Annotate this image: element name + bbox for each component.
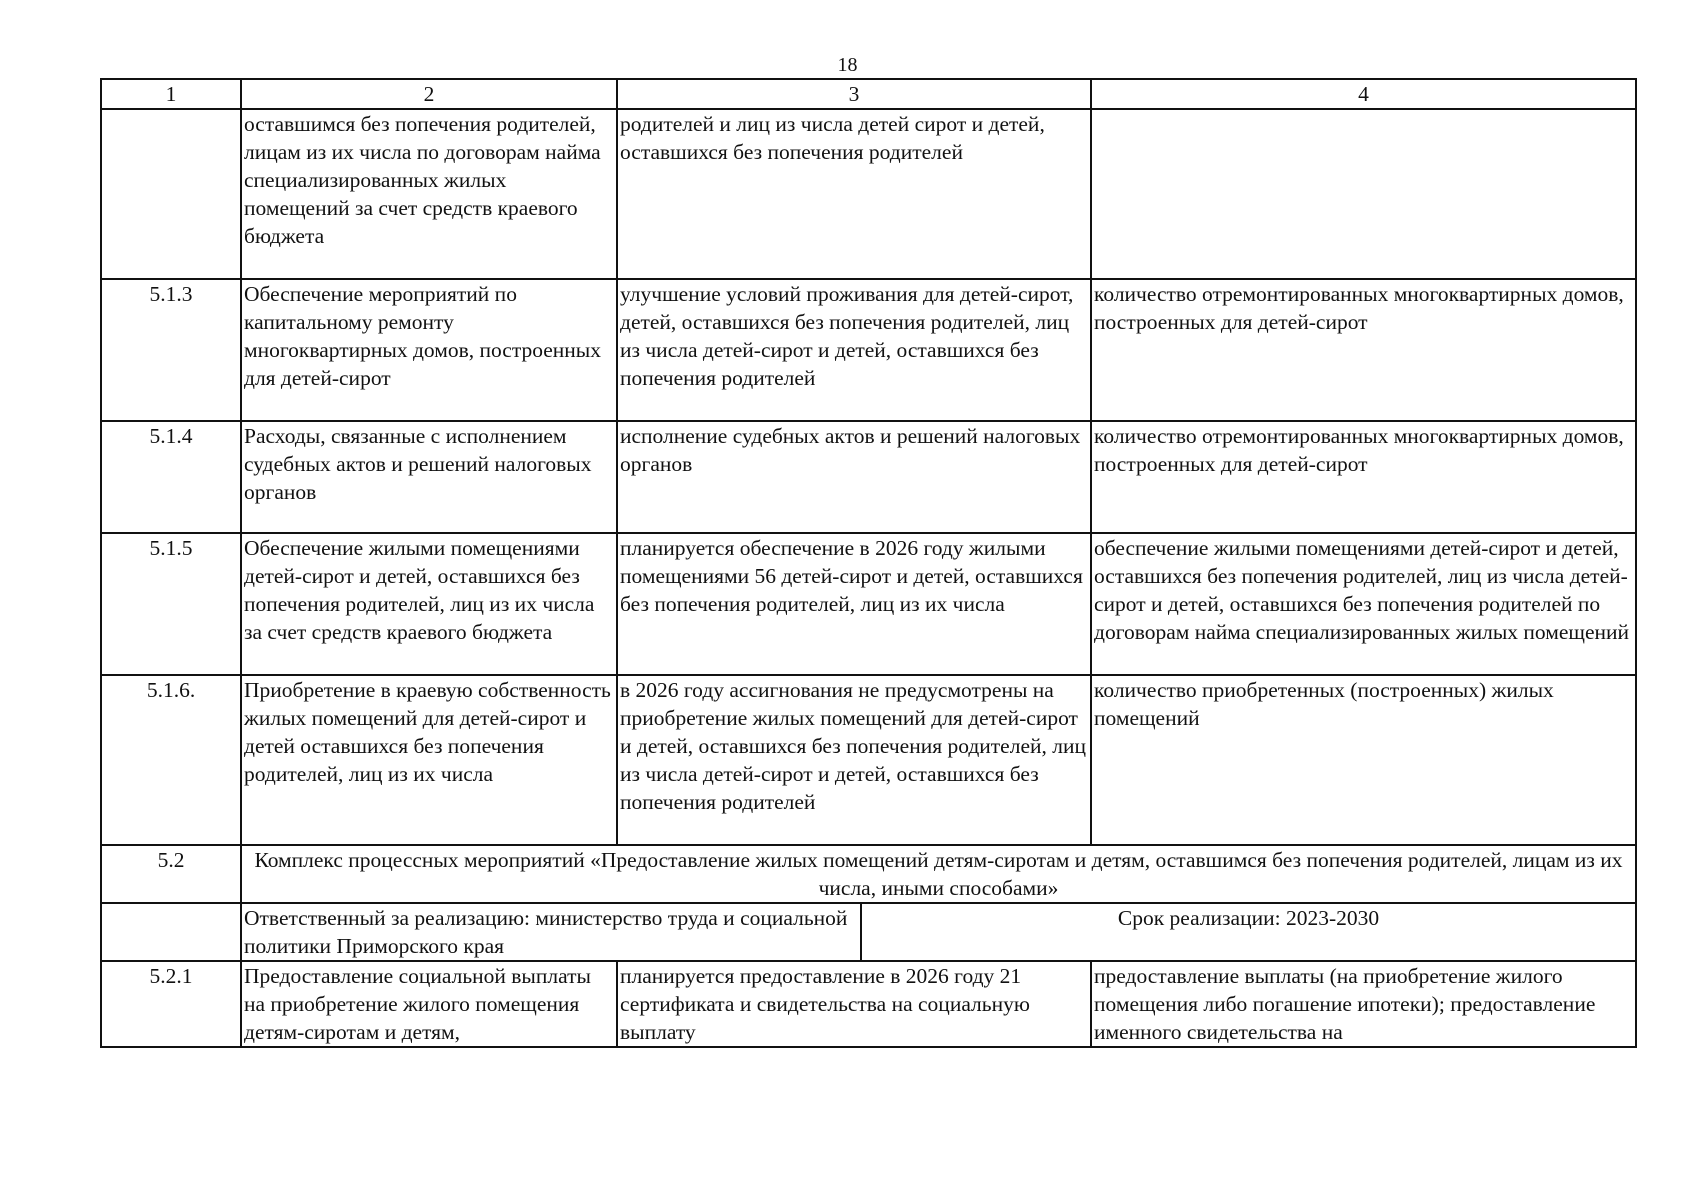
table-row	[101, 109, 1636, 279]
measure-result: родителей и лиц из числа детей сирот и детей, оставшихся без попечения родителей	[617, 109, 1091, 279]
row-number: 5.1.5	[101, 533, 241, 675]
header-col-3: 3	[617, 79, 1091, 109]
row-number: 5.2.1	[101, 961, 241, 1047]
measure-name: оставшимся без попечения родителей, лицам из их числа по договорам найма специализированных жилых помещений за счет средств краевого бюджета	[241, 109, 617, 279]
measure-name: Предоставление социальной выплаты на приобретение жилого помещения детям-сиротам и детям,	[241, 961, 617, 1047]
measure-indicator: количество приобретенных (построенных) жилых помещений	[1091, 675, 1636, 845]
responsible-row	[101, 903, 1636, 961]
responsible-empty-cell	[101, 903, 241, 961]
header-col-1: 1	[101, 79, 241, 109]
measure-indicator: количество отремонтированных многоквартирных домов, построенных для детей-сирот	[1091, 279, 1636, 421]
measure-indicator	[1091, 109, 1636, 279]
header-col-4: 4	[1091, 79, 1636, 109]
table-row	[101, 279, 1636, 421]
measure-indicator: обеспечение жилыми помещениями детей-сирот и детей, оставшихся без попечения родителей, лиц из числа детей-сирот и детей, оставшихся без попечения родителей по договорам найма специализированных жилых помещений	[1091, 533, 1636, 675]
measures-table	[100, 78, 1637, 1048]
measure-indicator: количество отремонтированных многоквартирных домов, построенных для детей-сирот	[1091, 421, 1636, 533]
measure-result: планируется обеспечение в 2026 году жилыми помещениями 56 детей-сирот и детей, оставшихся без попечения родителей, лиц из их числа	[617, 533, 1091, 675]
measure-name: Расходы, связанные с исполнением судебных актов и решений налоговых органов	[241, 421, 617, 533]
measure-name: Обеспечение мероприятий по капитальному ремонту многоквартирных домов, построенных для детей-сирот	[241, 279, 617, 421]
row-number: 5.1.4	[101, 421, 241, 533]
measure-result: улучшение условий проживания для детей-сирот, детей, оставшихся без попечения родителей, лиц из числа детей-сирот и детей, оставшихся без попечения родителей	[617, 279, 1091, 421]
header-row	[101, 79, 1636, 109]
table-row	[101, 961, 1636, 1047]
measure-name: Приобретение в краевую собственность жилых помещений для детей-сирот и детей оставшихся без попечения родителей, лиц из их числа	[241, 675, 617, 845]
row-number	[101, 109, 241, 279]
row-number: 5.1.3	[101, 279, 241, 421]
row-number: 5.1.6.	[101, 675, 241, 845]
implementation-term: Срок реализации: 2023-2030	[861, 903, 1636, 961]
table-row	[101, 675, 1636, 845]
measure-result: исполнение судебных актов и решений налоговых органов	[617, 421, 1091, 533]
table-row	[101, 533, 1636, 675]
page-number: 18	[837, 54, 858, 76]
table-row	[101, 421, 1636, 533]
complex-title: Комплекс процессных мероприятий «Предоставление жилых помещений детям-сиротам и детям, оставшимся без попечения родителей, лицам из их числа, иными способами»	[241, 845, 1636, 903]
header-col-2: 2	[241, 79, 617, 109]
measure-name: Обеспечение жилыми помещениями детей-сирот и детей, оставшихся без попечения родителей, лиц из их числа за счет средств краевого бюджета	[241, 533, 617, 675]
measure-result: планируется предоставление в 2026 году 21 сертификата и свидетельства на социальную выплату	[617, 961, 1091, 1047]
measure-result: в 2026 году ассигнования не предусмотрены на приобретение жилых помещений для детей-сирот и детей, оставшихся без попечения родителей, лиц из числа детей-сирот и детей, оставшихся без попечения родителей	[617, 675, 1091, 845]
responsible-text: Ответственный за реализацию: министерство труда и социальной политики Приморского края	[241, 903, 861, 961]
measure-indicator: предоставление выплаты (на приобретение жилого помещения либо погашение ипотеки); предоставление именного свидетельства на	[1091, 961, 1636, 1047]
complex-row	[101, 845, 1636, 903]
complex-number: 5.2	[101, 845, 241, 903]
